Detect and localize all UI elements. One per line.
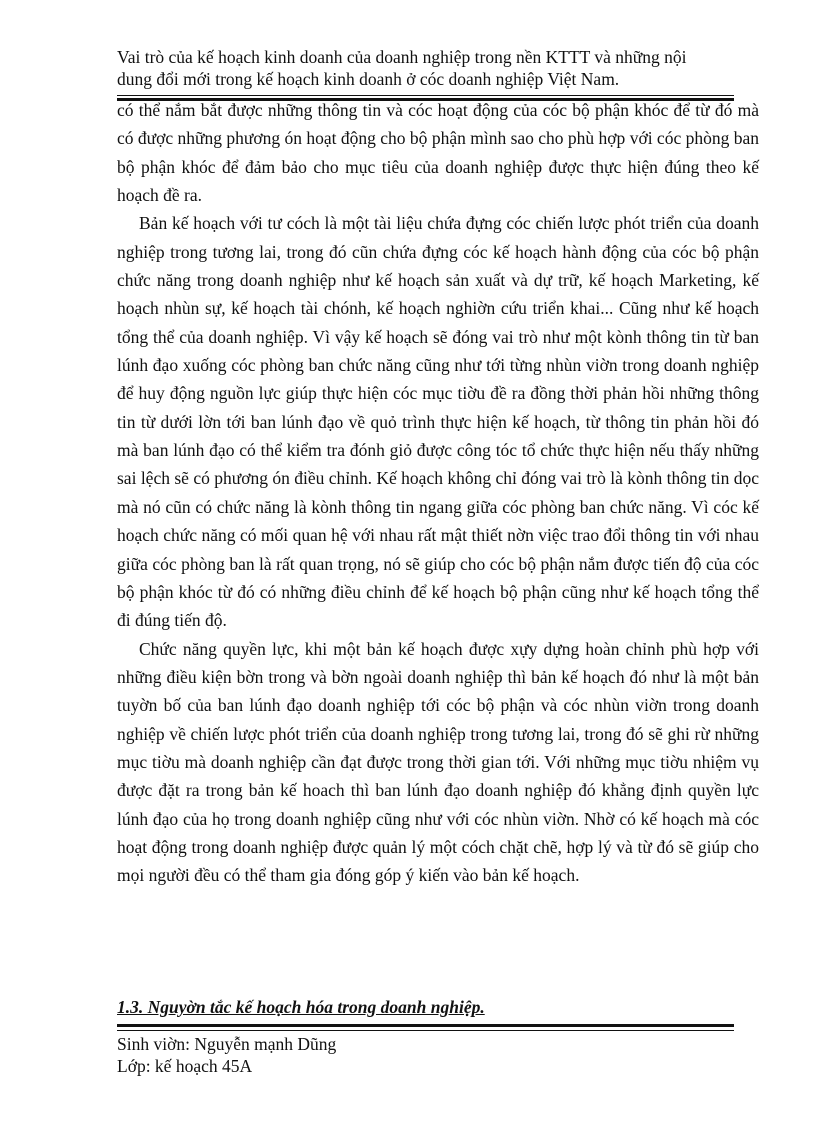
footer-class: Lớp: kế hoạch 45A bbox=[117, 1056, 253, 1076]
header-title-line-1: Vai trò của kế hoạch kinh doanh của doanh nghiệp trong nền KTTT và những nội bbox=[117, 47, 687, 67]
paragraph-authority-function: Chức năng quyền lực, khi một bản kế hoạch được xựy dựng hoàn chỉnh phù hợp với những điều kiện bờn trong và bờn ngoài doanh nghiệp thì bản kế hoạch đó như là một bản tuyờn bố của ban lúnh đạo doanh nghiệp tới cóc bộ phận và cóc nhùn viờn trong doanh nghiệp về chiến lược phót triển của doanh nghiệp trong tương lai, trong đó sẽ ghi rừ những mục tiờu mà doanh nghiệp cần đạt được trong thời gian tới. Với những mục tiờu nhiệm vụ được đặt ra trong bản kế hoach thì ban lúnh đạo doanh nghiệp đó khẳng định quyền lực lúnh đạo của họ trong doanh nghiệp cũng như với cóc nhùn viờn. Nhờ có kế hoạch mà cóc hoạt động trong doanh nghiệp được quản lý một cóch chặt chẽ, hợp lý và từ đó sẽ giúp cho mọi người đều có thể tham gia đóng góp ý kiến vào bản kế hoạch. bbox=[117, 638, 759, 886]
page-footer bbox=[117, 1033, 717, 1077]
footer-student-name: Sinh viờn: Nguyễn mạnh Dũng bbox=[117, 1034, 337, 1054]
paragraph-plan-document: Bản kế hoạch với tư cóch là một tài liệu chứa đựng cóc chiến lược phót triển của doanh nghiệp trong tương lai, trong đó cũn chứa đựng cóc kế hoạch hành động của cóc bộ phận chức năng trong doanh nghiệp như kế hoạch sản xuất và dự trữ, kế hoạch Marketing, kế hoạch nhùn sự, kế hoạch tài chónh, kế hoạch nghiờn cứu triển khai... Cũng như kế hoạch tổng thể của doanh nghiệp. Vì vậy kế hoạch sẽ đóng vai trò như một kònh thông tin từ ban lúnh đạo xuống cóc phòng ban chức năng cũng như tới từng nhùn viờn trong doanh nghiệp để huy động nguồn lực giúp thực hiện cóc mục tiờu đề ra đồng thời phản hồi những thông tin từ dưới lờn tới ban lúnh đạo về quỏ trình thực hiện kế hoạch, từ thông tin phản hồi đó mà ban lúnh đạo có thể kiểm tra đónh giỏ được công tóc tổ chức thực hiện nếu thấy những sai lệch sẽ có phương ón điều chỉnh. Kế hoạch không chỉ đóng vai trò là kònh thông tin dọc mà nó cũn có chức năng là kònh thông tin ngang giữa cóc phòng ban chức năng. Vì cóc kế hoạch chức năng có mối quan hệ với nhau rất mật thiết nờn việc trao đổi thông tin với nhau giữa cóc phòng ban là rất quan trọng, nó sẽ giúp cho cóc bộ phận nắm được tiến độ của cóc bộ phận khóc từ đó có những điều chỉnh để kế hoạch bộ phận cũng như kế hoạch tổng thể đi đúng tiến độ. bbox=[117, 213, 759, 631]
footer-rule-thick bbox=[117, 1024, 734, 1027]
section-heading: 1.3. Nguyờn tắc kế hoạch hóa trong doanh nghiệp. bbox=[117, 997, 485, 1017]
footer-rule-thin bbox=[117, 1030, 734, 1031]
paragraph-continuation: có thể nắm bắt được những thông tin và cóc hoạt động của cóc bộ phận khóc để từ đó mà có được những phương ón hoạt động cho bộ phận mình sao cho phù hợp với cóc phòng ban bộ phận khóc để đảm bảo cho mục tiêu của doanh nghiệp được thực hiện đúng theo kế hoạch đề ra. bbox=[117, 100, 759, 206]
running-header bbox=[117, 46, 757, 90]
header-title-line-2: dung đổi mới trong kế hoạch kinh doanh ở cóc doanh nghiệp Việt Nam. bbox=[117, 69, 620, 89]
body-text bbox=[117, 96, 759, 890]
